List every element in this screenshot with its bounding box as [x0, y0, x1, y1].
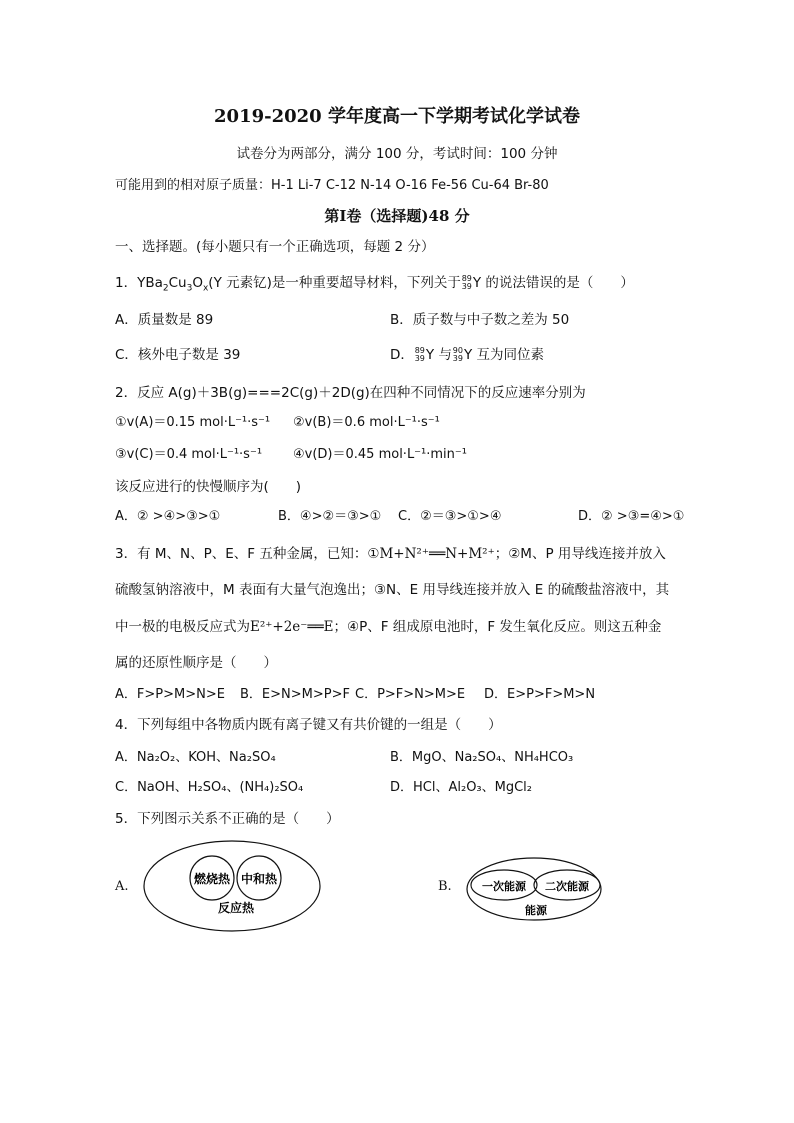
diagram-b-ellipse-2-text: 二次能源 — [545, 880, 589, 893]
q1-option-a: A．质量数是 89 — [115, 312, 214, 328]
section-instructions: 一、选择题。(每小题只有一个正确选项，每题 2 分） — [115, 239, 435, 255]
isotope-notation: 89 39 — [461, 274, 472, 291]
question-3-line-4: 属的还原性顺序是（ ） — [115, 655, 277, 671]
q1-option-d: D． 89 39 Y 与 90 39 Y 互为同位素 — [390, 346, 544, 363]
q4-option-a: A．Na₂O₂、KOH、Na₂SO₄ — [115, 750, 276, 765]
question-2-stem: 2．反应 A(g)＋3B(g)===2C(g)＋2D(g)在四种不同情况下的反应速率分别为 — [115, 385, 586, 401]
q4-option-d: D．HCl、Al₂O₃、MgCl₂ — [390, 780, 533, 795]
diagram-a-outer-text: 反应热 — [217, 901, 255, 915]
diagram-b-label: B. — [438, 879, 452, 894]
q3-option-b: B．E>N>M>P>F — [240, 687, 350, 702]
question-1-stem: 1．$YBa_2Cu_3O_x(Y$ 元素钇)是一种重要超导材料，下列关于 89 39 Y 的说法错误的是（ ） — [115, 274, 634, 294]
q2-option-b: B．④>②＝③>① — [278, 509, 382, 524]
question-5-stem: 5．下列图示关系不正确的是（ ） — [115, 811, 340, 827]
q2-option-d: D．② >③=④>① — [578, 509, 685, 524]
diagram-a-circle-1-text: 燃烧热 — [193, 872, 231, 886]
diagram-b-outer-text: 能源 — [525, 904, 547, 917]
question-4-stem: 4．下列每组中各物质内既有离子键又有共价键的一组是（ ） — [115, 717, 502, 733]
q2-ask: 该反应进行的快慢顺序为( ) — [115, 479, 302, 495]
question-3-line-2: 硫酸氢钠溶液中，M 表面有大量气泡逸出；③N、E 用导线连接并放入 E 的硫酸盐溶液中，其 — [115, 582, 670, 598]
q2-rate-2: ②v(B)＝0.6 mol·L⁻¹·s⁻¹ — [293, 415, 440, 430]
q2-option-a: A．② >④>③>① — [115, 509, 221, 524]
diagram-a-circle-2-text: 中和热 — [240, 872, 278, 886]
q1-option-c: C．核外电子数是 39 — [115, 347, 241, 363]
question-3-line-1: 3．有 M、N、P、E、F 五种金属，已知：①M+N²⁺══N+M²⁺；②M、P 用导线连接并放入 — [115, 546, 666, 562]
q2-rate-1: ①v(A)＝0.15 mol·L⁻¹·s⁻¹ — [115, 415, 271, 430]
page-title: 2019-2020 学年度高一下学期考试化学试卷 — [214, 106, 580, 127]
exam-info: 试卷分为两部分，满分 100 分，考试时间：100 分钟 — [236, 146, 558, 162]
q2-rate-4: ④v(D)＝0.45 mol·L⁻¹·min⁻¹ — [293, 447, 467, 462]
diagram-b — [464, 855, 604, 923]
equation-1: M+N²⁺══N+M²⁺ — [379, 546, 495, 562]
q1-option-b: B．质子数与中子数之差为 50 — [390, 312, 570, 328]
diagram-b-ellipse-1-text: 一次能源 — [482, 880, 526, 893]
diagram-a — [140, 838, 325, 934]
question-3-line-3: 中一极的电极反应式为E²⁺+2e⁻══E；④P、F 组成原电池时，F 发生氧化反应。则这五种金 — [115, 619, 662, 635]
q2-option-c: C．②＝③>①>④ — [398, 509, 502, 524]
q3-option-d: D．E>P>F>M>N — [484, 687, 596, 702]
section-title: 第Ⅰ卷（选择题)48 分 — [324, 207, 470, 225]
q2-rate-3: ③v(C)＝0.4 mol·L⁻¹·s⁻¹ — [115, 447, 263, 462]
atomic-masses: 可能用到的相对原子质量：H-1 Li-7 C-12 N-14 O-16 Fe-56 Cu-64 Br-80 — [115, 178, 549, 193]
q3-option-a: A．F>P>M>N>E — [115, 687, 225, 702]
equation-2: E²⁺+2e⁻══E — [250, 619, 334, 635]
q4-option-b: B．MgO、Na₂SO₄、NH₄HCO₃ — [390, 750, 574, 765]
q3-option-c: C．P>F>N>M>E — [355, 687, 466, 702]
diagram-a-label: A. — [115, 879, 129, 894]
q4-option-c: C．NaOH、H₂SO₄、(NH₄)₂SO₄ — [115, 780, 304, 795]
